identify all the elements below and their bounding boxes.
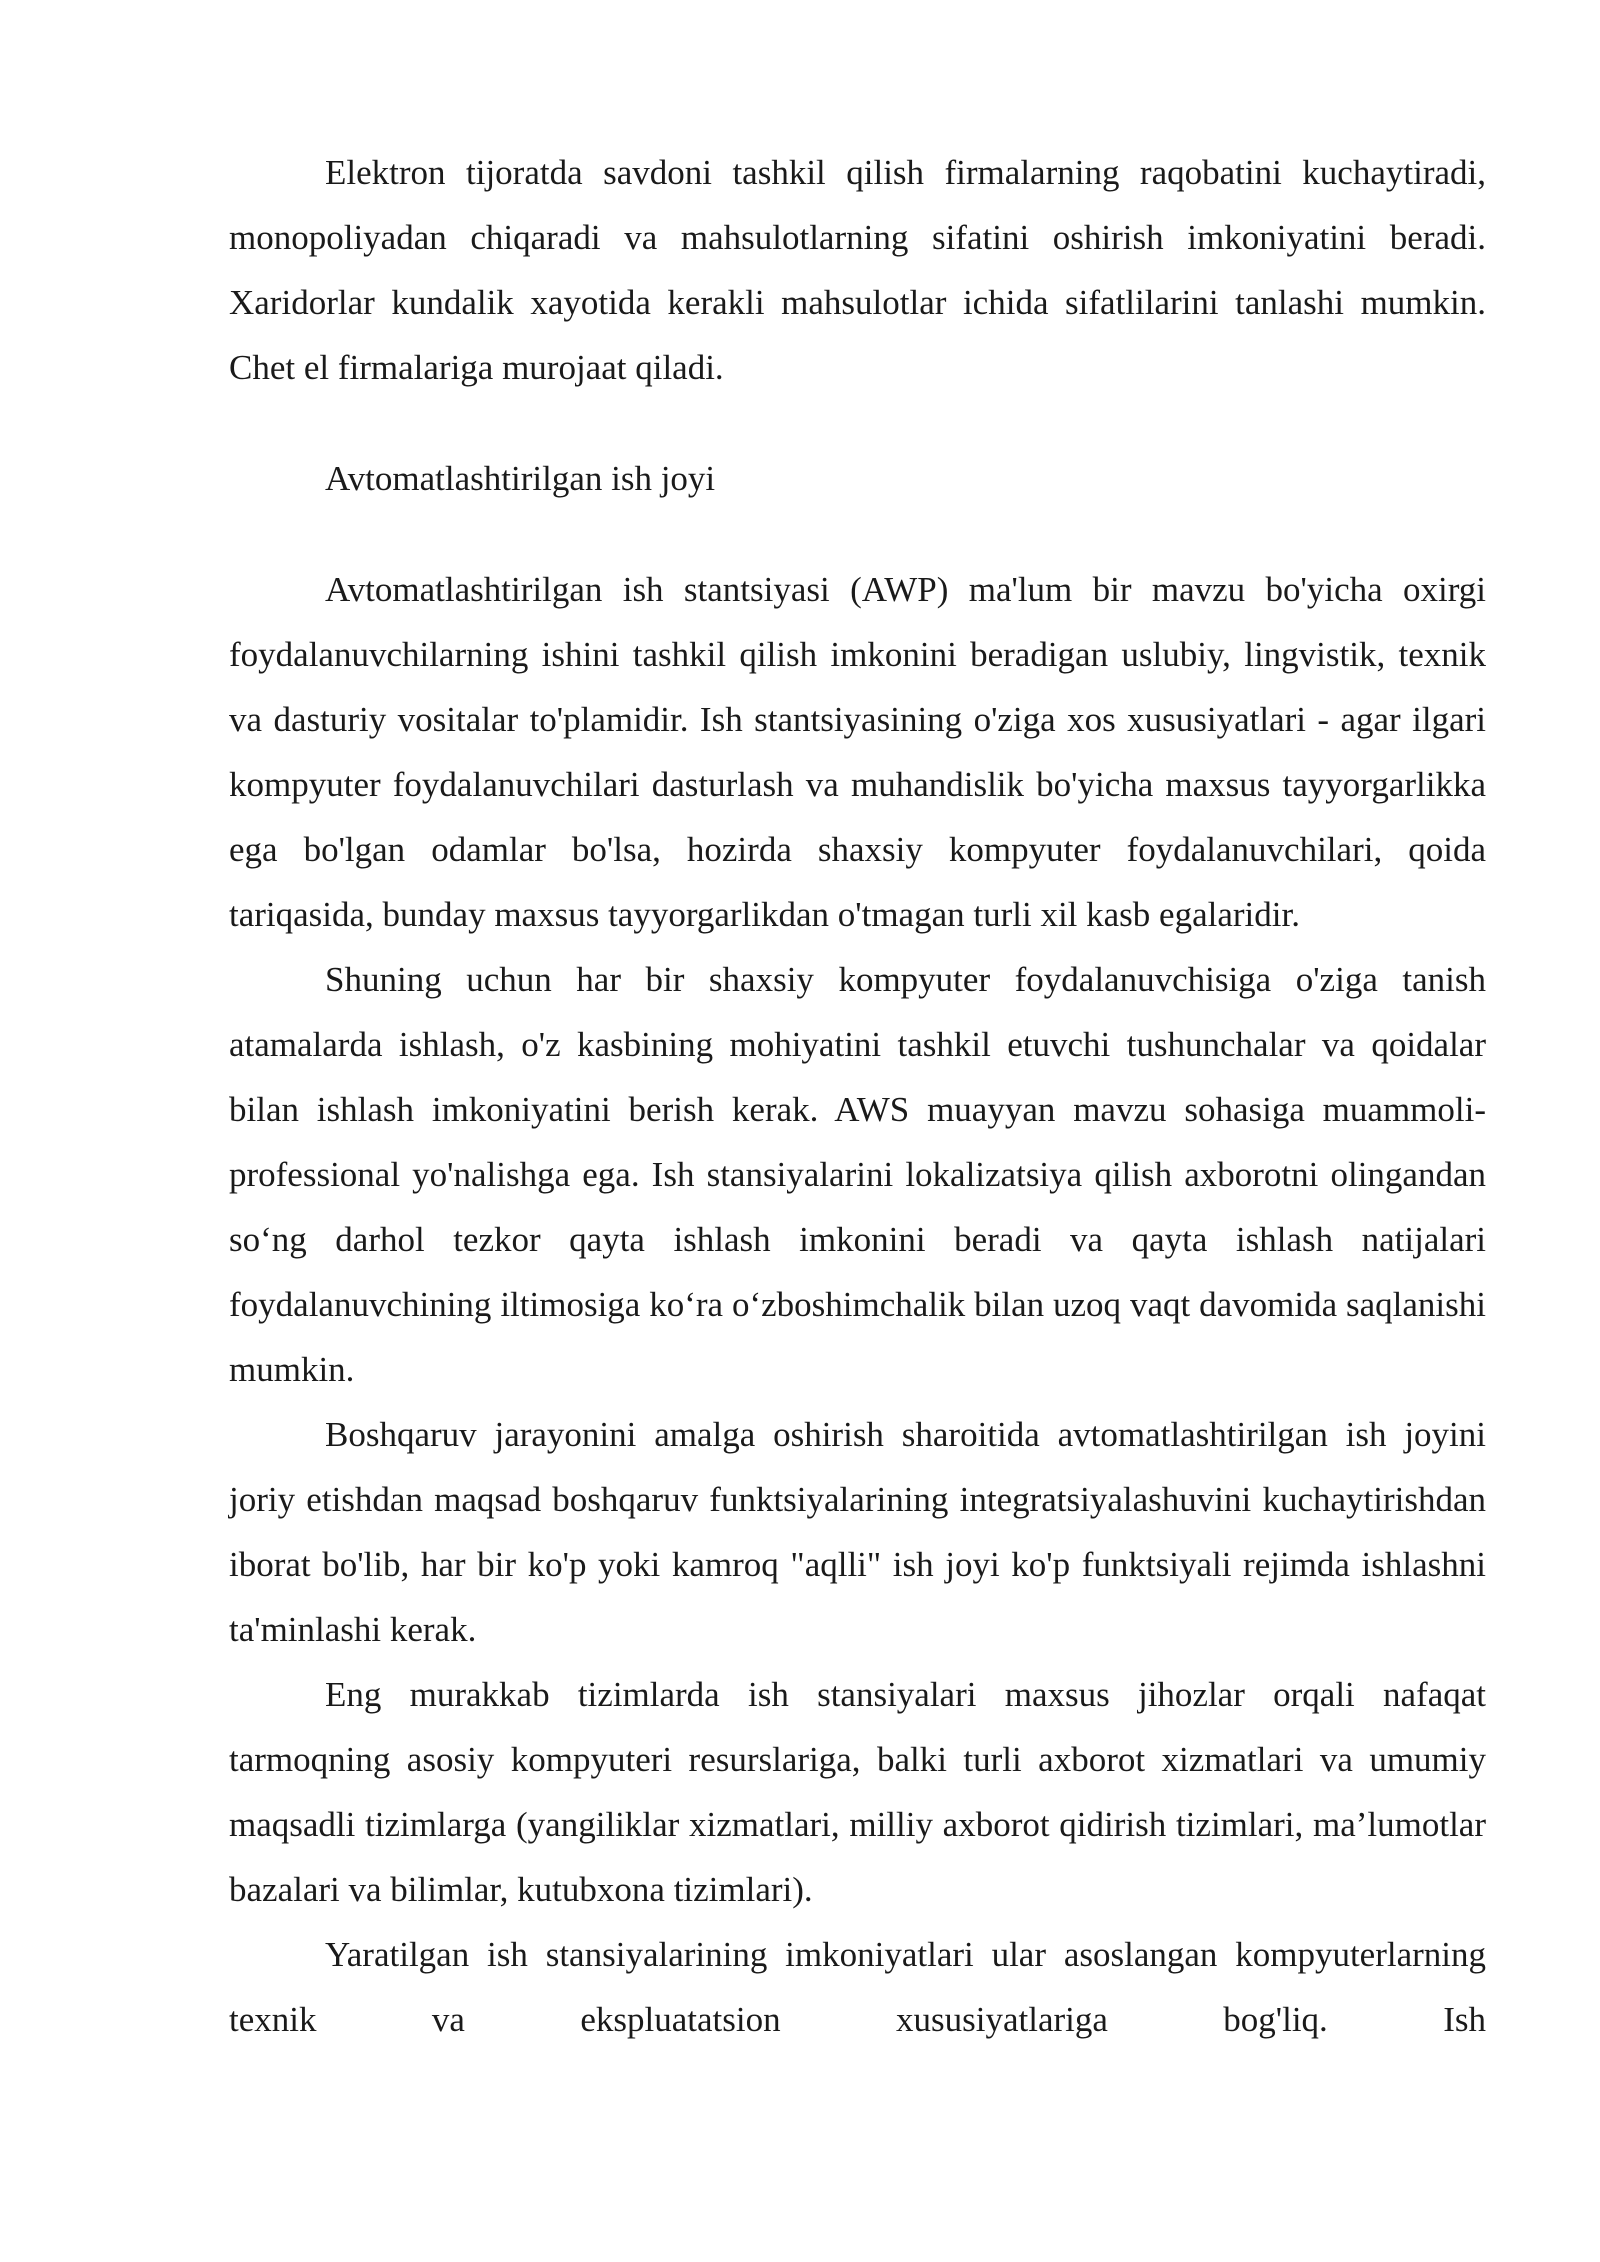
paragraph-user-terms: Shuning uchun har bir shaxsiy kompyuter foydalanuvchisiga o'ziga tanish atamalarda ishlash, o'z kasbining mohiyatini tashkil etuvchi tushunchalar va qoidalar bilan ishlash imkoniyatini berish kerak. AWS muayyan mavzu sohasiga muammoli-professional yo'nalishga ega. Ish stansiyalarini lokalizatsiya qilish axborotni olingandan so‘ng darhol tezkor qayta ishlash imkonini beradi va qayta ishlash natijalari foydalanuvchining iltimosiga ko‘ra o‘zboshimchalik bilan uzoq vaqt davomida saqlanishi mumkin.	[229, 960, 1486, 1389]
paragraph-ecommerce: Elektron tijoratda savdoni tashkil qilish firmalarning raqobatini kuchaytiradi, monopoliyadan chiqaradi va mahsulotlarning sifatini oshirish imkoniyatini beradi. Xaridorlar kundalik xayotida kerakli mahsulotlar ichida sifatlilarini tanlashi mumkin. Chet el firmalariga murojaat qiladi.	[229, 153, 1486, 387]
paragraph-gap	[229, 400, 1486, 446]
section-heading: Avtomatlashtirilgan ish joyi	[325, 459, 716, 498]
paragraph-gap	[229, 511, 1486, 557]
document-body	[229, 140, 1486, 2052]
paragraph-management-goal: Boshqaruv jarayonini amalga oshirish sharoitida avtomatlashtirilgan ish joyini joriy etishdan maqsad boshqaruv funktsiyalarining integratsiyalashuvini kuchaytirishdan iborat bo'lib, har bir ko'p yoki kamroq "aqlli" ish joyi ko'p funktsiyali rejimda ishlashni ta'minlashi kerak.	[229, 1415, 1486, 1649]
paragraph-complex-systems: Eng murakkab tizimlarda ish stansiyalari maxsus jihozlar orqali nafaqat tarmoqning asosiy kompyuteri resurslariga, balki turli axborot xizmatlari va umumiy maqsadli tizimlarga (yangiliklar xizmatlari, milliy axborot qidirish tizimlari, ma’lumotlar bazalari va bilimlar, kutubxona tizimlari).	[229, 1675, 1486, 1909]
paragraph-awp-definition: Avtomatlashtirilgan ish stantsiyasi (AWP) ma'lum bir mavzu bo'yicha oxirgi foydalanuvchilarning ishini tashkil qilish imkonini beradigan uslubiy, lingvistik, texnik va dasturiy vositalar to'plamidir. Ish stantsiyasining o'ziga xos xususiyatlari - agar ilgari kompyuter foydalanuvchilari dasturlash va muhandislik bo'yicha maxsus tayyorgarlikka ega bo'lgan odamlar bo'lsa, hozirda shaxsiy kompyuter foydalanuvchilari, qoida tariqasida, bunday maxsus tayyorgarlikdan o'tmagan turli xil kasb egalaridir.	[229, 570, 1486, 934]
paragraph-capabilities: Yaratilgan ish stansiyalarining imkoniyatlari ular asoslangan kompyuterlarning texnik va ekspluatatsion xususiyatlariga bog'liq. Ish	[229, 1935, 1486, 2039]
